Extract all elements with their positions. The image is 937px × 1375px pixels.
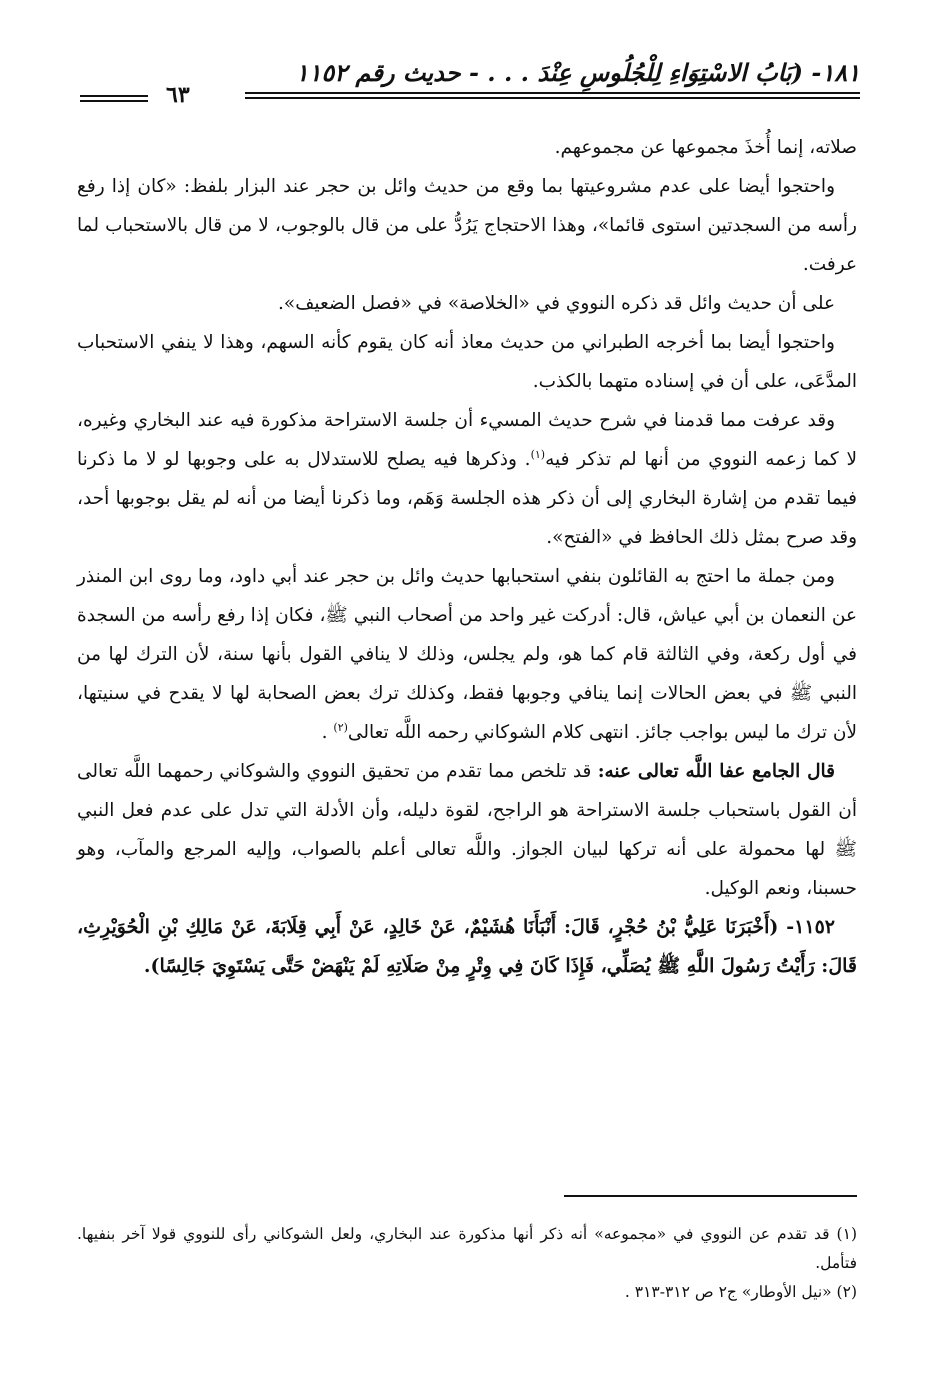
author-note: [77, 752, 857, 908]
paragraph: صلاته، إنما أُخذَ مجموعها عن مجموعهم.: [554, 137, 857, 158]
paragraph: [77, 557, 857, 752]
footnote-mark: (٢): [333, 720, 348, 734]
footnote: (١) قد تقدم عن النووي في «مجموعه» أنه ذكر أنها مذكورة عند البخاري، ولعل الشوكاني رأى للنووي قولا آخر بنفيها. فتأمل.: [77, 1225, 857, 1272]
header-rule-top: [245, 92, 860, 94]
main-text: [77, 128, 857, 986]
footnote-mark: (١): [530, 447, 546, 461]
author-note-text: قد تلخص مما تقدم من تحقيق النووي والشوكاني رحمهما اللَّه تعالى أن القول باستحباب جلسة الاستراحة هو الراجح، لقوة دليله، وأن الأدلة التي تدل على عدم فعل النبي ﷺ لها محمولة على أنه تركها لبيان الجواز. واللَّه تعالى أعلم بالصواب، وإليه المرجع والمآب، وهو حسبنا، ونعم الوكيل.: [77, 761, 857, 899]
paragraph: واحتجوا أيضا على عدم مشروعيتها بما وقع من حديث وائل بن حجر عند البزار بلفظ: «كان إذا رفع رأسه من السجدتين استوى قائما»، وهذا الاحتجاج يَرُدُّ على من قال بالوجوب، لا من قال بالاستحباب لما عرفت.: [77, 176, 857, 275]
author-note-lead: قال الجامع عفا اللَّه تعالى عنه:: [597, 761, 835, 782]
header-rule-left-top: [80, 95, 148, 97]
footnotes: [77, 1220, 857, 1307]
header-rule-left-bottom: [80, 100, 148, 102]
paragraph-text: ومن جملة ما احتج به القائلون بنفي استحبابها حديث وائل بن حجر عند أبي داود، وما روى ابن المنذر عن النعمان بن أبي عياش، قال: أدركت غير واحد من أصحاب النبي ﷺ، فكان إذا رفع رأسه من السجدة في أول ركعة، وفي الثالثة قام كما هو، ولم يجلس، وذلك لا ينافي القول بأنها سنة، لأن الترك لها من النبي ﷺ في بعض الحالات إنما ينافي وجوبها فقط، وكذلك ترك بعض الصحابة لها لا يقدح في سنيتها، لأن ترك ما ليس بواجب جائز. انتهى كلام الشوكاني رحمه اللَّه تعالى: [77, 566, 857, 743]
footnote-divider: [564, 1195, 857, 1197]
hadith-text: ١١٥٢- (أَخْبَرَنَا عَلِيُّ بْنُ حُجْرٍ، قَالَ: أَنْبَأَنَا هُشَيْمٌ، عَنْ خَالِدٍ، عَنْ أَبِي قِلَابَةَ، عَنْ مَالِكِ بْنِ الْحُوَيْرِثِ، قَالَ: رَأَيْتُ رَسُولَ اللَّهِ ﷺ يُصَلِّي، فَإِذَا كَانَ فِي وِتْرٍ مِنْ صَلَاتِهِ لَمْ يَنْهَضْ حَتَّى يَسْتَوِيَ جَالِسًا).: [77, 916, 857, 977]
paragraph: واحتجوا أيضا بما أخرجه الطبراني من حديث معاذ أنه كان يقوم كأنه السهم، وهذا لا ينفي الاستحباب المدَّعَى، على أن في إسناده متهما بالكذب.: [77, 332, 857, 392]
paragraph-text: .: [321, 722, 334, 743]
paragraph-text: . وذكرها فيه يصلح للاستدلال به على وجوبها لو لا ما ذكرنا فيما تقدم من إشارة البخاري إلى أن ذكر هذه الجلسة وَهَم، وما ذكرنا أيضا من أنه لم يقل بوجوبها أحد، وقد صرح بمثل ذلك الحافظ في «الفتح».: [77, 449, 857, 548]
paragraph-text: وقد عرفت مما قدمنا في شرح حديث المسيء أن جلسة الاستراحة مذكورة فيه عند البخاري وغيره، لا كما زعمه النووي من أنها لم تذكر فيه: [77, 410, 858, 470]
footnote: (٢) «نيل الأوطار» ج٢ ص ٣١٢-٣١٣ .: [624, 1283, 857, 1301]
header-rule-bottom: [245, 97, 860, 99]
paragraph: على أن حديث وائل قد ذكره النووي في «الخلاصة» في «فصل الضعيف».: [278, 293, 835, 314]
running-title: ١٨١- (بَابُ الاسْتِوَاءِ لِلْجُلُوسِ عِنْدَ . . . - حديث رقم ١١٥٢: [295, 58, 860, 87]
page-number: ٦٣: [166, 82, 190, 108]
page-header: [80, 58, 860, 120]
paragraph: [77, 401, 857, 557]
